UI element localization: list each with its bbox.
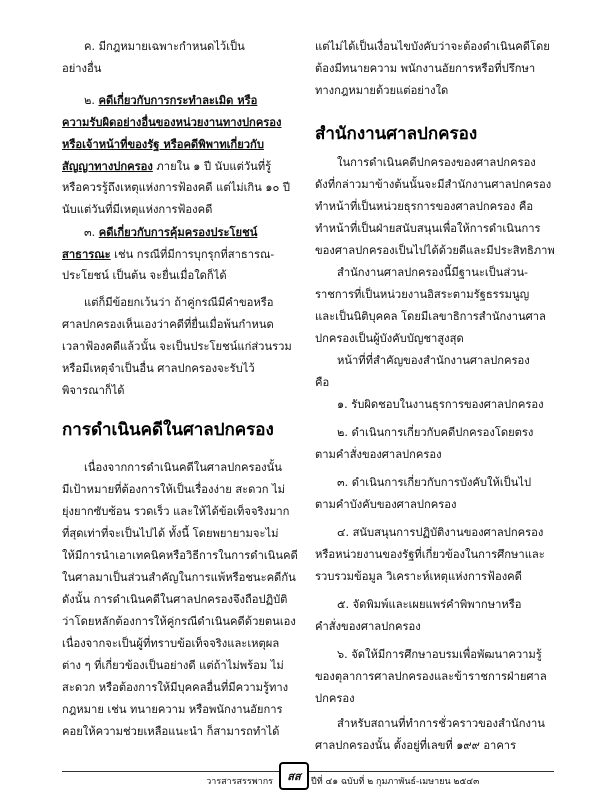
text-line: สะดวก หรือต้องการให้มีบุคคลอื่นที่มีความรู้ทาง bbox=[62, 681, 289, 694]
item-3-text: เช่น กรณีที่มีการบุกรุกที่สาธารณ- bbox=[110, 248, 275, 261]
text-line: ต้องมีทนายความ พนักงานอัยการหรือที่ปรึกษา bbox=[315, 62, 536, 75]
text-line: แต่ก็มีข้อยกเว้นว่า ถ้าคู่กรณีมีคำขอหรือ bbox=[84, 296, 274, 309]
text-line: ศาลปกครองเห็นเองว่าคดีที่ยื่นเมื่อพ้นกำหนด bbox=[62, 318, 274, 331]
text-line: คือ bbox=[315, 376, 330, 389]
item-2-line bbox=[84, 93, 257, 108]
text-line: ดังนั้น การดำเนินคดีในศาลปกครองจึงถือปฏิบัติ bbox=[62, 593, 288, 606]
text-line: สำนักงานศาลปกครองนี้มีฐานะเป็นส่วน- bbox=[337, 266, 528, 279]
duty-item-cont: หรือหน่วยงานของรัฐที่เกี่ยวข้องในการศึกษาและ bbox=[315, 548, 545, 561]
duty-item-cont: รวบรวมข้อมูล วิเคราะห์เหตุแห่งการฟ้องคดี bbox=[315, 570, 522, 583]
duty-item: ๒. ดำเนินการเกี่ยวกับคดีปกครองโดยตรง bbox=[337, 426, 534, 439]
duty-item: ๑. รับผิดชอบในงานธุรการของศาลปกครอง bbox=[337, 398, 544, 411]
text-line: ศาลปกครองนั้น ตั้งอยู่ที่เลขที่ ๑๙๙ อาคาร bbox=[315, 739, 517, 752]
duty-item-cont: ตามคำบังคับของศาลปกครอง bbox=[315, 498, 457, 511]
duty-item-cont: ตามคำสั่งของศาลปกครอง bbox=[315, 448, 442, 461]
item-2-title: คดีเกี่ยวกับการกระทำละเมิด หรือ bbox=[98, 93, 258, 107]
duty-item-cont: ของตุลาการศาลปกครองและข้าราชการฝ่ายศาล bbox=[315, 670, 547, 683]
item-3-number: ๓. bbox=[84, 226, 99, 239]
item-2-number: ๒. bbox=[84, 94, 99, 107]
text-line: มีเป้าหมายที่ต้องการให้เป็นเรื่องง่าย สะดวก ไม่ bbox=[62, 483, 286, 496]
duty-item-cont: คำสั่งของศาลปกครอง bbox=[315, 620, 421, 633]
text-line: เนื่องจากการดำเนินคดีในศาลปกครองนั้น bbox=[84, 461, 282, 474]
text-line: ในศาลมาเป็นส่วนสำคัญในการแพ้หรือชนะคดีกัน bbox=[62, 571, 296, 584]
text-line: ค. มีกฎหมายเฉพาะกำหนดไว้เป็น bbox=[84, 40, 245, 53]
duty-item: ๖. จัดให้มีการศึกษาอบรมเพื่อพัฒนาความรู้ bbox=[337, 648, 542, 661]
text-line: ทำหน้าที่เป็นฝ่ายสนับสนุนเพื่อให้การดำเนินการ bbox=[315, 222, 541, 235]
text-line: ยุ่งยากซับซ้อน รวดเร็ว และให้ได้ข้อเท็จจริงมาก bbox=[62, 505, 290, 518]
text-line: แต่ไม่ได้เป็นเงื่อนไขบังคับว่าจะต้องดำเนินคดีโดย bbox=[315, 40, 550, 53]
text-line: หน้าที่ที่สำคัญของสำนักงานศาลปกครอง bbox=[337, 354, 530, 367]
text-line: ทางกฎหมายด้วยแต่อย่างใด bbox=[315, 84, 449, 97]
text-line: หรือมีเหตุจำเป็นอื่น ศาลปกครองจะรับไว้ bbox=[62, 362, 255, 375]
duty-item: ๓. ดำเนินการเกี่ยวกับการบังคับให้เป็นไป bbox=[337, 476, 532, 489]
text-line: ในการดำเนินคดีปกครองของศาลปกครอง bbox=[337, 156, 536, 169]
duty-item-cont: ปกครอง bbox=[315, 692, 355, 705]
item-2-line bbox=[62, 159, 271, 174]
text-line: เนื่องจากจะเป็นผู้ที่ทราบข้อเท็จจริงและเหตุผล bbox=[62, 637, 280, 650]
text-line: ราชการที่เป็นหน่วยงานอิสระตามรัฐธรรมนูญ bbox=[315, 288, 530, 301]
item-3-title: สาธารณะ bbox=[62, 247, 111, 261]
item-3-line bbox=[62, 247, 274, 262]
text-line: เวลาฟ้องคดีแล้วนั้น จะเป็นประโยชน์แก่ส่วนรวม bbox=[62, 340, 292, 353]
duty-item: ๕. จัดพิมพ์และเผยแพร่คำพิพากษาหรือ bbox=[337, 598, 522, 611]
text-line: พิจารณาก็ได้ bbox=[62, 384, 125, 397]
item-2-title: ความรับผิดอย่างอื่นของหน่วยงานทางปกครอง bbox=[62, 115, 282, 129]
text-line: ประโยชน์ เป็นต้น จะยื่นเมื่อใดก็ได้ bbox=[62, 269, 227, 282]
journal-logo-icon: สส bbox=[279, 762, 309, 790]
text-line: คอยให้ความช่วยเหลือแนะนำ ก็สามารถทำได้ bbox=[62, 725, 280, 738]
text-line: สำหรับสถานที่ทำการชั่วคราวของสำนักงาน bbox=[337, 717, 545, 730]
footer-journal-name: วารสารสรรพากร bbox=[206, 777, 273, 787]
section-heading: การดำเนินคดีในศาลปกครอง bbox=[62, 420, 274, 440]
text-line: ที่สุดเท่าที่จะเป็นไปได้ ทั้งนี้ โดยพยายามจะไม่ bbox=[62, 527, 279, 540]
text-line: ดังที่กล่าวมาข้างต้นนั้นจะมีสำนักงานศาลปกครอง bbox=[315, 178, 552, 191]
item-2-text: ภายใน ๑ ปี นับแต่วันที่รู้ bbox=[152, 160, 272, 173]
duty-item: ๔. สนับสนุนการปฏิบัติงานของศาลปกครอง bbox=[337, 526, 544, 539]
text-line: ปกครองเป็นผู้บังคับบัญชาสูงสุด bbox=[315, 332, 464, 345]
item-3-line bbox=[84, 225, 257, 240]
text-line: ทำหน้าที่เป็นหน่วยธุรการของศาลปกครอง คือ bbox=[315, 200, 534, 213]
section-heading: สำนักงานศาลปกครอง bbox=[315, 124, 478, 144]
item-2-title: หรือเจ้าหน้าที่ของรัฐ หรือคดีพิพาทเกี่ยวกับ bbox=[62, 137, 264, 151]
text-line: กฎหมาย เช่น ทนายความ หรือพนักงานอัยการ bbox=[62, 703, 283, 716]
item-3-title: คดีเกี่ยวกับการคุ้มครองประโยชน์ bbox=[98, 225, 258, 239]
text-line: ของศาลปกครองเป็นไปได้ด้วยดีและมีประสิทธิภาพ bbox=[315, 244, 555, 257]
text-line: นับแต่วันที่มีเหตุแห่งการฟ้องคดี bbox=[62, 203, 213, 216]
text-line: ว่าโดยหลักต้องการให้คู่กรณีดำเนินคดีด้วยตนเอง bbox=[62, 615, 296, 628]
text-line: ให้มีการนำเอาเทคนิคหรือวิธีการในการดำเนินคดี bbox=[62, 549, 298, 562]
item-2-title: สัญญาทางปกครอง bbox=[62, 159, 153, 173]
text-line: หรือควรรู้ถึงเหตุแห่งการฟ้องคดี แต่ไม่เกิน ๑๐ ปี bbox=[62, 181, 290, 194]
text-line: ต่าง ๆ ที่เกี่ยวข้องเป็นอย่างดี แต่ถ้าไม่พร้อม ไม่ bbox=[62, 659, 284, 672]
footer-issue-info: ปีที่ ๔๑ ฉบับที่ ๒ กุมภาพันธ์-เมษายน ๒๕๔๓ bbox=[311, 777, 480, 787]
text-line: และเป็นนิติบุคคล โดยมีเลขาธิการสำนักงานศาล bbox=[315, 310, 546, 323]
text-line: อย่างอื่น bbox=[62, 62, 102, 75]
